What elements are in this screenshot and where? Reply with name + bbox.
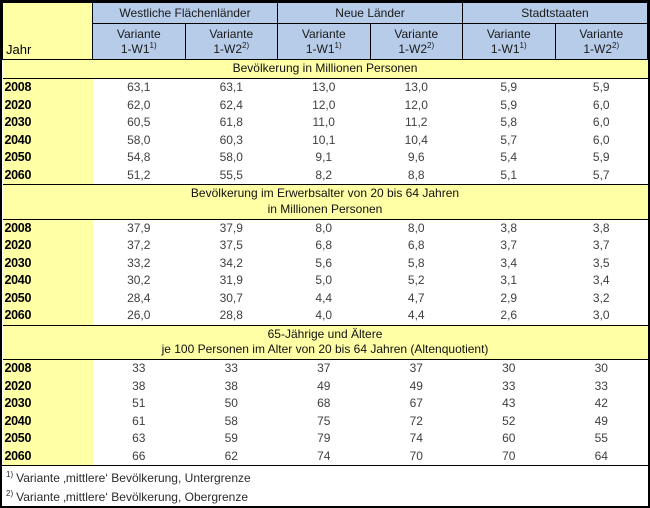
value-cell: 58,0: [127, 132, 151, 147]
value-cell: 79: [317, 431, 331, 446]
variant-word: Variante: [486, 27, 531, 42]
value-cell: 8,0: [407, 220, 425, 235]
value-cell: 33: [132, 361, 146, 376]
value-cell: 5,0: [315, 273, 333, 288]
value-cell: 5,4: [500, 150, 518, 164]
year-cell: 2030: [3, 114, 93, 132]
value-cell: 72: [409, 413, 423, 428]
section-title-row: [3, 185, 648, 220]
year-cell: 2040: [3, 272, 93, 290]
table-row: [3, 307, 648, 325]
value-cell: 12,0: [404, 97, 428, 112]
value-cell: 67: [409, 396, 423, 411]
value-cell: 42: [594, 396, 608, 411]
table-row: [3, 378, 648, 396]
value-cell: 5,8: [500, 115, 518, 129]
value-cell: 30,7: [219, 290, 243, 305]
section-title-line: Bevölkerung im Erwerbsalter von 20 bis 64 Jahren: [190, 186, 460, 200]
variant-name: 1-W2: [213, 41, 243, 56]
table-row: [3, 272, 648, 290]
table-row: [3, 413, 648, 431]
value-cell: 4,4: [315, 290, 333, 305]
footnotes: [2, 465, 648, 508]
section-title-cell: [3, 185, 648, 220]
year-cell: 2060: [3, 307, 93, 325]
value-cell: 3,7: [592, 238, 610, 253]
year-cell: 2020: [3, 237, 93, 255]
variant-footnote-mark: 1): [334, 40, 342, 50]
value-cell: 66: [132, 448, 146, 463]
value-cell: 33: [502, 378, 516, 393]
value-cell: 3,5: [592, 255, 610, 270]
value-cell: 11,0: [312, 115, 335, 129]
value-cell: 58: [224, 413, 238, 428]
value-cell: 70: [409, 448, 423, 463]
value-cell: 33: [594, 378, 608, 393]
variant-footnote-mark: 2): [242, 40, 250, 50]
variant-word: Variante: [209, 27, 254, 42]
footnote-mark: 1): [6, 470, 14, 480]
value-cell: 51,2: [127, 167, 151, 182]
value-cell: 37: [317, 361, 331, 376]
value-cell: 50: [224, 396, 238, 411]
section-title-line: je 100 Personen im Alter von 20 bis 64 Jahren (Altenquotient): [161, 342, 489, 357]
variant-name: 1-W2: [398, 41, 428, 56]
value-cell: 4,7: [407, 290, 425, 305]
value-cell: 2,6: [500, 308, 518, 323]
table-row: [3, 255, 648, 273]
value-cell: 33,2: [127, 255, 151, 270]
value-cell: 11,2: [405, 115, 428, 129]
value-cell: 5,9: [592, 80, 610, 94]
section-title-line: 65-Jährige und Ältere: [267, 326, 383, 341]
value-cell: 63: [132, 431, 146, 446]
value-cell: 3,1: [500, 273, 518, 288]
variant-header-cell: [93, 24, 186, 60]
table-row: [3, 132, 648, 150]
value-cell: 5,6: [315, 255, 333, 270]
value-cell: 3,0: [592, 308, 610, 323]
table-row: [3, 114, 648, 132]
footnote-text: Variante ‚mittlere‘ Bevölkerung, Untergrenze: [16, 471, 251, 486]
value-cell: 49: [317, 378, 331, 393]
value-cell: 30: [594, 361, 608, 376]
year-cell: 2008: [3, 360, 93, 378]
footnote: [6, 488, 642, 507]
value-cell: 5,8: [407, 255, 425, 270]
year-cell: 2020: [3, 378, 93, 396]
year-cell: 2030: [3, 255, 93, 273]
value-cell: 26,0: [127, 308, 151, 323]
value-cell: 38: [132, 378, 146, 393]
value-cell: 13,0: [404, 80, 428, 94]
value-cell: 13,0: [312, 80, 336, 94]
value-cell: 5,9: [592, 150, 610, 164]
value-cell: 31,9: [219, 273, 243, 288]
value-cell: 60,3: [219, 132, 243, 147]
value-cell: 3,4: [500, 255, 518, 270]
variant-name: 1-W1: [120, 41, 150, 56]
value-cell: 28,8: [219, 308, 243, 323]
year-cell: 2050: [3, 430, 93, 448]
year-cell: 2040: [3, 132, 93, 150]
value-cell: 4,4: [407, 308, 425, 323]
year-cell: 2050: [3, 149, 93, 167]
year-cell: 2060: [3, 167, 93, 185]
value-cell: 37: [409, 361, 423, 376]
variant-footnote-mark: 1): [519, 40, 527, 50]
value-cell: 37,9: [219, 220, 243, 235]
value-cell: 5,9: [500, 80, 518, 94]
variant-footnote-mark: 1): [149, 40, 157, 50]
year-cell: 2050: [3, 290, 93, 308]
section-title-cell: [3, 325, 648, 360]
table-row: [3, 219, 648, 237]
variant-header-cell: [185, 24, 278, 60]
value-cell: 54,8: [127, 150, 151, 164]
value-cell: 37,2: [127, 238, 151, 253]
variant-name: 1-W2: [583, 41, 613, 56]
value-cell: 52: [502, 413, 516, 428]
year-cell: 2040: [3, 413, 93, 431]
section-title-row: [3, 60, 648, 79]
value-cell: 64: [594, 448, 608, 463]
value-cell: 59: [224, 431, 238, 446]
value-cell: 4,0: [315, 308, 333, 323]
value-cell: 30,2: [127, 273, 151, 288]
value-cell: 37,9: [127, 220, 151, 235]
value-cell: 49: [409, 378, 423, 393]
footnote: [6, 469, 642, 488]
group-header-cell: Stadtstaaten: [463, 3, 648, 24]
variant-word: Variante: [116, 27, 161, 42]
value-cell: 37,5: [219, 238, 243, 253]
variant-name: 1-W1: [305, 41, 335, 56]
value-cell: 3,8: [592, 220, 610, 235]
value-cell: 74: [317, 448, 331, 463]
section-title-row: [3, 325, 648, 360]
variant-header-cell: [463, 24, 556, 60]
data-table: [2, 2, 648, 465]
value-cell: 9,1: [315, 150, 333, 164]
value-cell: 8,2: [315, 167, 333, 182]
value-cell: 9,6: [407, 150, 425, 164]
value-cell: 8,0: [315, 220, 333, 235]
value-cell: 70: [502, 448, 516, 463]
jahr-header-cell: Jahr: [3, 3, 93, 60]
value-cell: 55: [594, 431, 608, 446]
table-row: [3, 79, 648, 97]
variant-footnote-mark: 2): [427, 40, 435, 50]
year-cell: 2008: [3, 79, 93, 97]
variant-header-cell: [555, 24, 648, 60]
value-cell: 10,1: [312, 132, 336, 147]
value-cell: 60,5: [127, 115, 151, 129]
year-cell: 2030: [3, 395, 93, 413]
group-header-cell: Neue Länder: [278, 3, 463, 24]
value-cell: 62,4: [219, 97, 243, 112]
year-cell: 2060: [3, 448, 93, 466]
value-cell: 60: [502, 431, 516, 446]
value-cell: 3,7: [500, 238, 518, 253]
value-cell: 49: [594, 413, 608, 428]
value-cell: 2,9: [500, 290, 518, 305]
value-cell: 43: [502, 396, 516, 411]
value-cell: 63,1: [219, 80, 243, 94]
value-cell: 5,9: [500, 97, 518, 112]
value-cell: 5,1: [500, 167, 518, 182]
value-cell: 3,4: [592, 273, 610, 288]
value-cell: 61,8: [219, 115, 243, 129]
value-cell: 3,8: [500, 220, 518, 235]
value-cell: 3,2: [592, 290, 610, 305]
value-cell: 68: [317, 396, 331, 411]
footnote-text: Variante ‚mittlere‘ Bevölkerung, Obergrenze: [16, 489, 249, 504]
value-cell: 51: [132, 396, 146, 411]
value-cell: 12,0: [312, 97, 336, 112]
value-cell: 74: [409, 431, 423, 446]
table-row: [3, 360, 648, 378]
table-row: [3, 395, 648, 413]
table-row: [3, 448, 648, 466]
table-row: [3, 430, 648, 448]
section-title-line: Bevölkerung in Millionen Personen: [232, 61, 418, 76]
section-title-cell: [3, 60, 648, 79]
value-cell: 8,8: [407, 167, 425, 182]
table-row: [3, 167, 648, 185]
group-header-cell: Westliche Flächenländer: [93, 3, 278, 24]
variant-name: 1-W1: [490, 41, 520, 56]
value-cell: 55,5: [219, 167, 243, 182]
value-cell: 6,8: [315, 238, 333, 253]
year-cell: 2020: [3, 97, 93, 115]
value-cell: 34,2: [219, 255, 243, 270]
table-row: [3, 149, 648, 167]
value-cell: 28,4: [127, 290, 151, 305]
value-cell: 6,0: [592, 132, 610, 147]
value-cell: 6,0: [592, 97, 610, 112]
value-cell: 6,0: [592, 115, 610, 129]
variant-footnote-mark: 2): [612, 40, 620, 50]
header-group-row: [3, 3, 648, 24]
value-cell: 5,7: [592, 167, 610, 182]
table-row: [3, 237, 648, 255]
header-variant-row: [3, 24, 648, 60]
value-cell: 10,4: [404, 132, 428, 147]
value-cell: 61: [132, 413, 146, 428]
variant-header-cell: [278, 24, 371, 60]
value-cell: 63,1: [127, 80, 151, 94]
value-cell: 6,8: [407, 238, 425, 253]
table-body: [3, 60, 648, 466]
value-cell: 38: [224, 378, 238, 393]
variant-header-cell: [370, 24, 463, 60]
variant-word: Variante: [394, 27, 439, 42]
variant-word: Variante: [579, 27, 624, 42]
footnote-mark: 2): [6, 488, 14, 498]
value-cell: 30: [502, 361, 516, 376]
value-cell: 33: [224, 361, 238, 376]
value-cell: 62,0: [127, 97, 151, 112]
variant-word: Variante: [301, 27, 346, 42]
year-cell: 2008: [3, 219, 93, 237]
value-cell: 62: [224, 448, 238, 463]
value-cell: 5,7: [500, 132, 518, 147]
section-title-line: in Millionen Personen: [267, 201, 383, 216]
table-header: [3, 3, 648, 60]
value-cell: 75: [317, 413, 331, 428]
value-cell: 58,0: [219, 150, 243, 164]
table-row: [3, 290, 648, 308]
value-cell: 5,2: [407, 273, 425, 288]
table-row: [3, 97, 648, 115]
